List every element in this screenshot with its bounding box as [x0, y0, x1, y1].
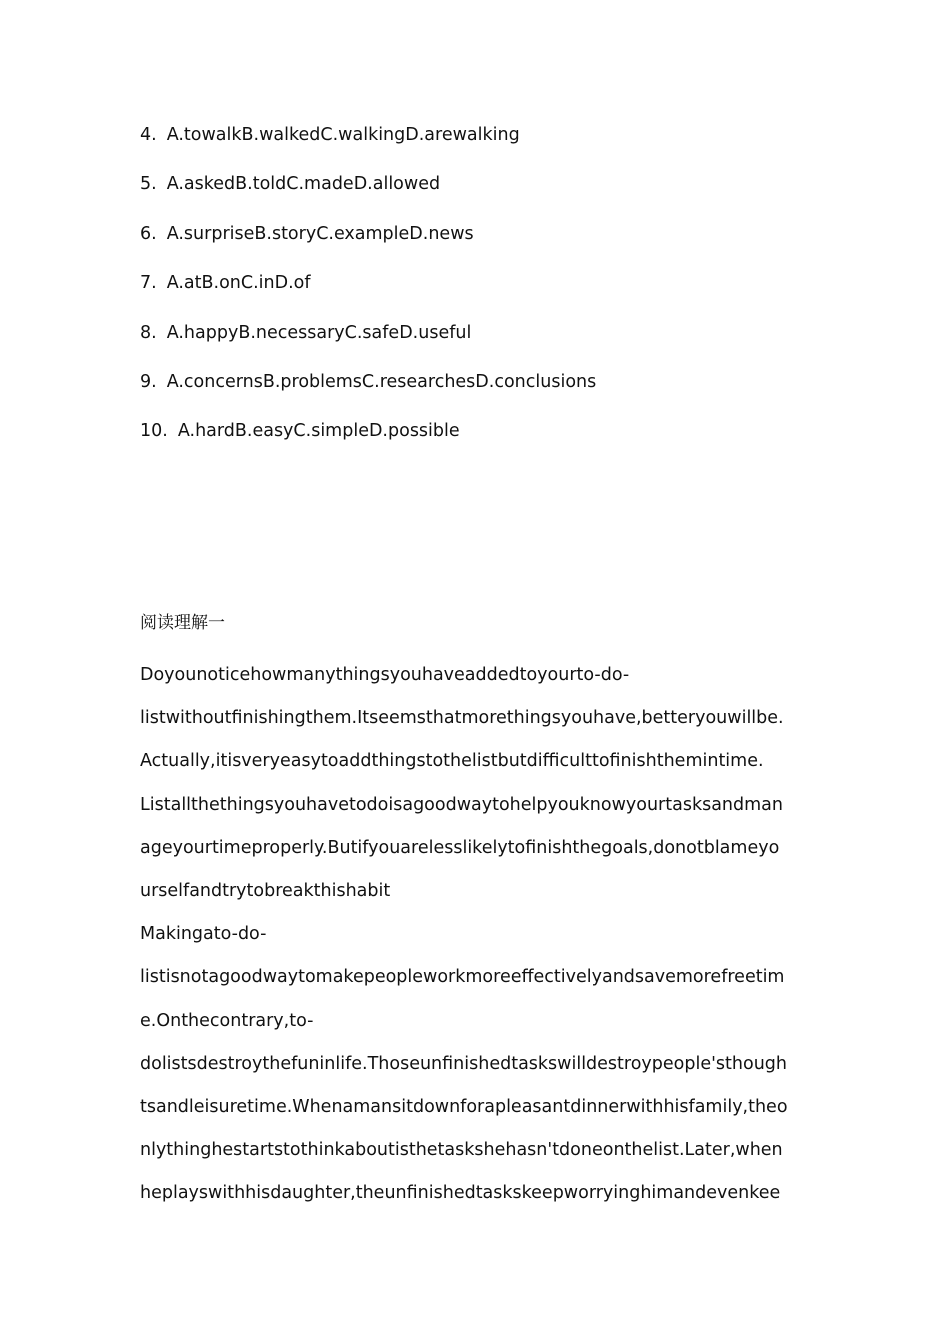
- passage-line: ageyourtimeproperly.Butifyouarelesslikelytofinishthegoals,donotblameyo: [140, 837, 780, 858]
- option-choices: A.towalkB.walkedC.walkingD.arewalking: [166, 125, 520, 145]
- option-item-6: [140, 221, 820, 270]
- passage-line: Doyounoticehowmanythingsyouhaveaddedtoyourto-do-: [140, 665, 630, 685]
- option-number: 4.: [140, 125, 157, 145]
- option-item-10: [140, 418, 820, 467]
- option-choices: A.askedB.toldC.madeD.allowed: [166, 174, 441, 195]
- option-number: 10.: [140, 421, 168, 442]
- answer-options-list: [140, 122, 820, 468]
- option-choices: A.happyB.necessaryC.safeD.useful: [166, 322, 472, 343]
- option-choices: A.atB.onC.inD.of: [166, 273, 311, 294]
- option-item-5: [140, 171, 820, 220]
- option-number: 9.: [140, 371, 157, 392]
- option-item-8: [140, 320, 820, 369]
- option-item-9: [140, 369, 820, 418]
- option-number: 8.: [140, 322, 157, 343]
- option-number: 7.: [140, 273, 157, 294]
- reading-passage: [140, 662, 830, 1223]
- option-number: 5.: [140, 174, 157, 195]
- option-number: 6.: [140, 223, 157, 244]
- passage-line: heplayswithhisdaughter,theunfinishedtaskskeepworryinghimandevenkee: [140, 1183, 781, 1204]
- passage-line: e.Onthecontrary,to-: [140, 1010, 314, 1031]
- option-item-4: [140, 122, 820, 171]
- passage-line: tsandleisuretime.Whenamansitdownforapleasantdinnerwithhisfamily,theo: [140, 1096, 788, 1117]
- option-choices: A.surpriseB.storyC.exampleD.news: [166, 223, 474, 244]
- passage-line: dolistsdestroythefuninlife.Thoseunfinishedtaskswilldestroypeople'sthough: [140, 1053, 787, 1074]
- option-item-7: [140, 270, 820, 319]
- passage-line: Actually,itisveryeasytoaddthingstothelistbutdifficulttofinishthemintime.: [140, 751, 764, 772]
- passage-line: urselfandtrytobreakthishabit: [140, 880, 391, 901]
- passage-line: listwithoutfinishingthem.Itseemsthatmorethingsyouhave,betteryouwillbe.: [140, 708, 784, 729]
- passage-line: Listallthethingsyouhavetodoisagoodwaytohelpyouknowyourtasksandman: [140, 794, 783, 815]
- section-title: 阅读理解一: [140, 613, 225, 633]
- option-choices: A.hardB.easyC.simpleD.possible: [177, 421, 460, 442]
- passage-line: listisnotagoodwaytomakepeopleworkmoreeffectivelyandsavemorefreetim: [140, 967, 785, 988]
- option-choices: A.concernsB.problemsC.researchesD.conclusions: [166, 371, 597, 392]
- passage-line: Makingato-do-: [140, 924, 267, 945]
- passage-line: nlythinghestartstothinkaboutisthetaskshehasn'tdoneonthelist.Later,when: [140, 1140, 783, 1161]
